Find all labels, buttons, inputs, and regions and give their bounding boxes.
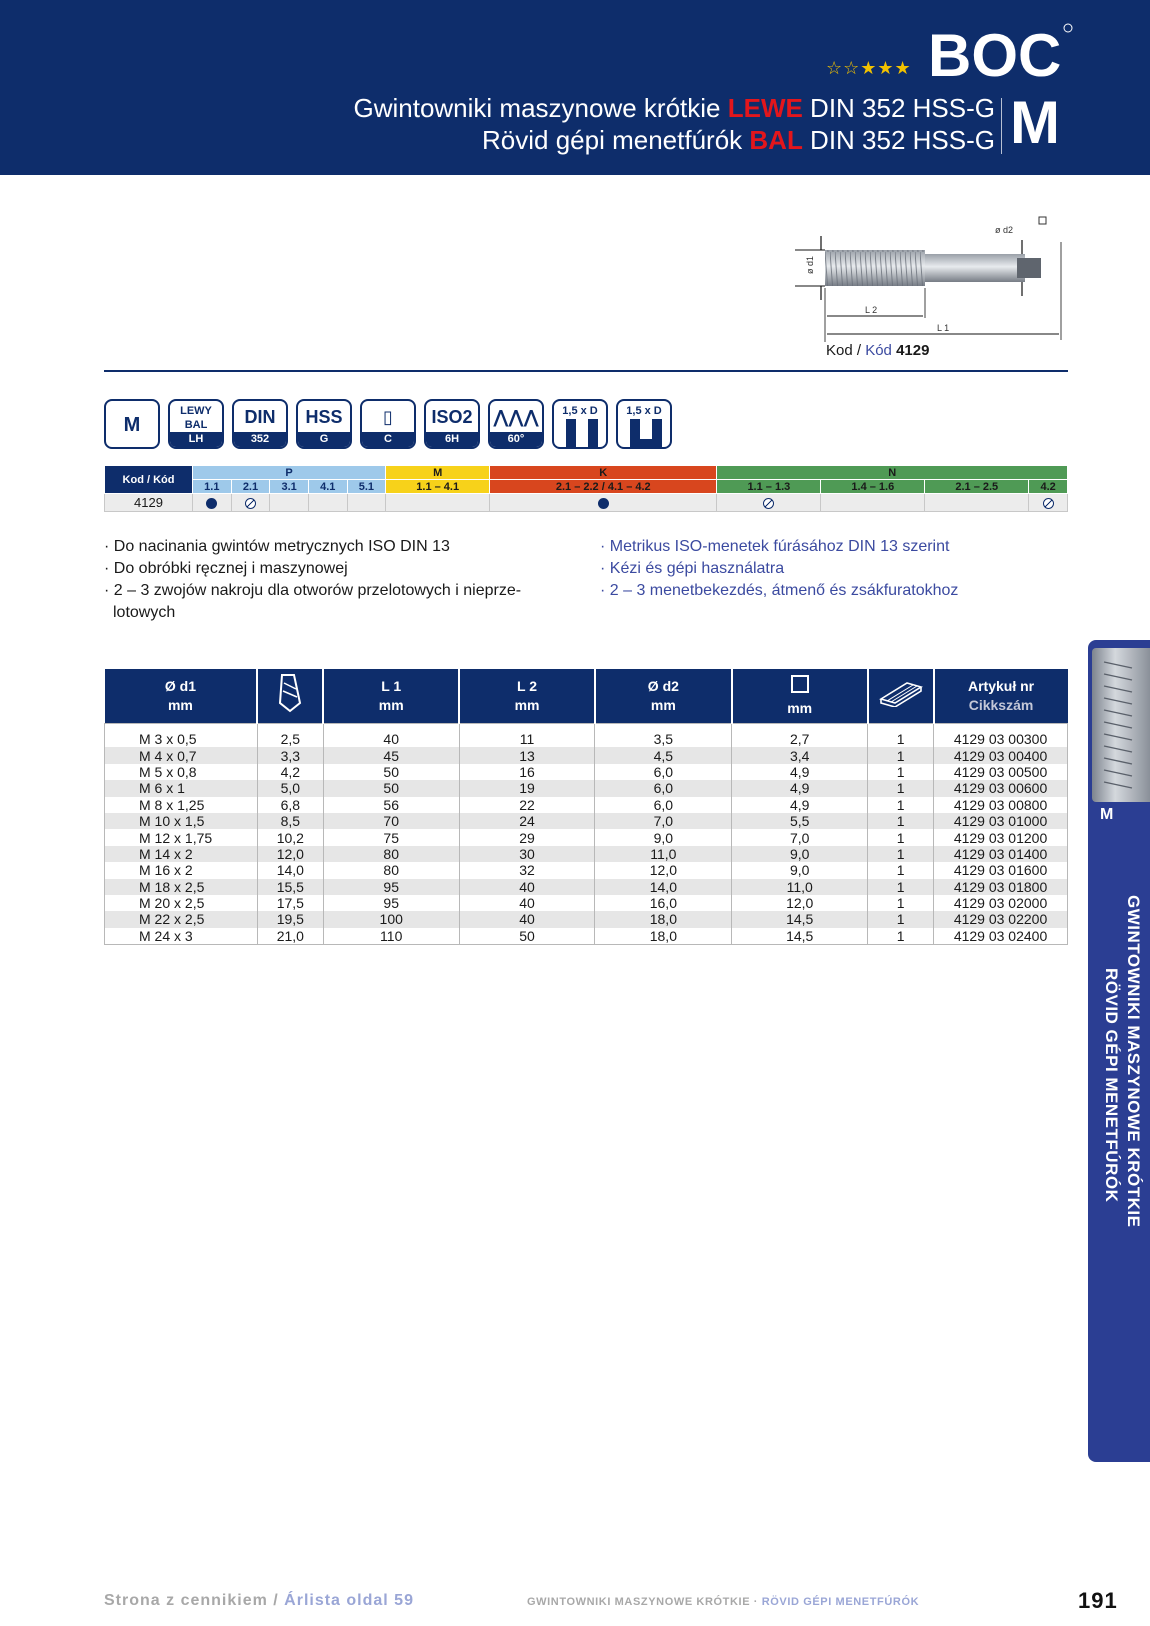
secondary-suitability-icon <box>245 498 256 509</box>
cell-l1: 40 <box>323 731 459 747</box>
cell-size: M 5 x 0,8 <box>105 764 258 780</box>
suitability-cell <box>386 494 490 512</box>
cell-size: M 20 x 2,5 <box>105 895 258 911</box>
list-item: · Kézi és gépi használatra <box>600 560 785 577</box>
spacer-cell <box>934 723 1068 731</box>
cell-qty: 1 <box>868 862 934 878</box>
material-col: 2.1 – 2.2 / 4.1 – 4.2 <box>490 480 717 494</box>
cell-sq: 3,4 <box>732 747 868 763</box>
section-letter: M <box>1010 89 1060 156</box>
suitability-cell <box>1029 494 1068 512</box>
cell-sq: 9,0 <box>732 846 868 862</box>
cell-qty: 1 <box>868 928 934 945</box>
material-kod-header: Kod / Kód <box>105 466 193 494</box>
cell-l1: 80 <box>323 846 459 862</box>
table-row <box>105 731 1068 747</box>
cell-size: M 18 x 2,5 <box>105 879 258 895</box>
col-d2: Ø d2 mm <box>595 669 732 723</box>
table-row <box>105 928 1068 945</box>
cell-drill: 15,5 <box>257 879 323 895</box>
side-tab-label-hungarian: RÖVID GÉPI MENETFÚRÓK <box>1102 968 1121 1203</box>
cell-size: M 6 x 1 <box>105 780 258 796</box>
material-row-kod: 4129 <box>105 494 193 512</box>
cell-drill: 6,8 <box>257 797 323 813</box>
cell-d2: 18,0 <box>595 928 732 945</box>
cell-sq: 7,0 <box>732 829 868 845</box>
cell-l2: 32 <box>459 862 595 878</box>
col-d1: Ø d1 mm <box>105 669 258 723</box>
suitability-cell <box>347 494 386 512</box>
thread-profile-icon: ⋀⋀⋀ <box>493 407 539 427</box>
drill-icon <box>276 673 304 713</box>
suitability-cell <box>308 494 347 512</box>
cell-art: 4129 03 01800 <box>934 879 1068 895</box>
tap-thumbnail-thread <box>1098 652 1138 798</box>
d1-label: ø d1 <box>805 255 815 274</box>
cell-l1: 100 <box>323 911 459 927</box>
side-tab-label-polish: GWINTOWNIKI MASZYNOWE KRÓTKIE <box>1124 895 1143 1228</box>
col-l1: L 1 mm <box>323 669 459 723</box>
cell-drill: 19,5 <box>257 911 323 927</box>
blind-hole-icon <box>630 419 662 449</box>
footer-price-reference: Strona z cennikiem / Árlista oldal 59 <box>104 1592 414 1609</box>
table-row <box>105 846 1068 862</box>
cell-d2: 16,0 <box>595 895 732 911</box>
material-table <box>104 465 1068 512</box>
spacer-cell <box>105 723 258 731</box>
cell-size: M 3 x 0,5 <box>105 731 258 747</box>
cell-qty: 1 <box>868 764 934 780</box>
cell-d2: 4,5 <box>595 747 732 763</box>
cell-l1: 80 <box>323 862 459 878</box>
material-col: 1.4 – 1.6 <box>821 480 925 494</box>
group-k: K <box>490 466 717 480</box>
title-polish: Gwintowniki maszynowe krótkie LEWE DIN 352 HSS-G <box>353 93 995 123</box>
table-row <box>105 764 1068 780</box>
cell-qty: 1 <box>868 813 934 829</box>
badge-thread-angle: ⋀⋀⋀ 60° <box>488 399 544 449</box>
product-table <box>104 669 1068 945</box>
spacer-cell <box>257 723 323 731</box>
title-hungarian: Rövid gépi menetfúrók BAL DIN 352 HSS-G <box>482 125 995 155</box>
cell-size: M 14 x 2 <box>105 846 258 862</box>
secondary-suitability-icon <box>763 498 774 509</box>
star-hollow-icon: ☆☆ <box>826 58 861 78</box>
cell-sq: 9,0 <box>732 862 868 878</box>
boc-logo <box>928 22 1073 84</box>
cell-d2: 6,0 <box>595 797 732 813</box>
suitability-cell <box>270 494 309 512</box>
l2-label: L 2 <box>865 305 878 315</box>
cell-drill: 21,0 <box>257 928 323 945</box>
material-col: 2.1 <box>231 480 270 494</box>
cell-sq: 2,7 <box>732 731 868 747</box>
cell-l2: 40 <box>459 895 595 911</box>
logo-text: BOC <box>928 22 1062 84</box>
badge-form-c: ▯ C <box>360 399 416 449</box>
cell-qty: 1 <box>868 780 934 796</box>
cell-l1: 95 <box>323 895 459 911</box>
cell-size: M 16 x 2 <box>105 862 258 878</box>
cell-qty: 1 <box>868 911 934 927</box>
cell-art: 4129 03 01400 <box>934 846 1068 862</box>
cell-l2: 11 <box>459 731 595 747</box>
table-row <box>105 780 1068 796</box>
badge-hss: HSS G <box>296 399 352 449</box>
cell-qty: 1 <box>868 895 934 911</box>
spacer-cell <box>868 723 934 731</box>
cell-size: M 4 x 0,7 <box>105 747 258 763</box>
suitability-cell <box>193 494 232 512</box>
l1-label: L 1 <box>937 323 950 333</box>
spacer-cell <box>323 723 459 731</box>
page-header <box>0 0 1150 175</box>
tap-diagram <box>795 212 1075 342</box>
table-spacer <box>105 723 1068 731</box>
cell-drill: 5,0 <box>257 780 323 796</box>
cell-art: 4129 03 00500 <box>934 764 1068 780</box>
material-col: 4.2 <box>1029 480 1068 494</box>
cell-art: 4129 03 01000 <box>934 813 1068 829</box>
cell-l1: 75 <box>323 829 459 845</box>
section-rule <box>104 370 1068 372</box>
table-row <box>105 747 1068 763</box>
table-row <box>105 879 1068 895</box>
product-rows <box>105 723 1068 944</box>
cell-drill: 14,0 <box>257 862 323 878</box>
cell-art: 4129 03 00600 <box>934 780 1068 796</box>
through-hole-icon <box>566 419 598 449</box>
cell-sq: 4,9 <box>732 780 868 796</box>
cell-l1: 50 <box>323 764 459 780</box>
group-n: N <box>717 466 1068 480</box>
suitability-cell <box>231 494 270 512</box>
cell-art: 4129 03 00800 <box>934 797 1068 813</box>
cell-sq: 4,9 <box>732 764 868 780</box>
cell-art: 4129 03 02000 <box>934 895 1068 911</box>
col-square: mm <box>732 669 868 723</box>
list-item: lotowych <box>113 604 176 621</box>
star-full-icon: ★★★ <box>860 58 912 78</box>
cell-d2: 11,0 <box>595 846 732 862</box>
spacer-cell <box>595 723 732 731</box>
list-item: · Metrikus ISO-menetek fúrásához DIN 13 szerint <box>600 538 950 555</box>
col-l2: L 2 mm <box>459 669 595 723</box>
page-title <box>353 92 995 156</box>
cell-sq: 12,0 <box>732 895 868 911</box>
cell-qty: 1 <box>868 797 934 813</box>
rating-stars <box>826 58 912 79</box>
cell-sq: 14,5 <box>732 928 868 945</box>
table-row <box>105 829 1068 845</box>
cell-d2: 6,0 <box>595 780 732 796</box>
cell-l2: 30 <box>459 846 595 862</box>
square-icon <box>1039 217 1046 224</box>
suitability-cell <box>821 494 925 512</box>
badge-left-hand: LEWY BAL LH <box>168 399 224 449</box>
tap-body <box>825 250 1041 286</box>
cell-drill: 4,2 <box>257 764 323 780</box>
cell-sq: 4,9 <box>732 797 868 813</box>
cell-l2: 50 <box>459 928 595 945</box>
cell-d2: 7,0 <box>595 813 732 829</box>
table-row <box>105 862 1068 878</box>
badge-iso2: ISO2 6H <box>424 399 480 449</box>
cell-art: 4129 03 02200 <box>934 911 1068 927</box>
material-col: 1.1 – 1.3 <box>717 480 821 494</box>
table-row <box>105 911 1068 927</box>
list-item: · Do nacinania gwintów metrycznych ISO DIN 13 <box>104 538 450 555</box>
spacer-cell <box>459 723 595 731</box>
cell-l1: 50 <box>323 780 459 796</box>
cell-size: M 8 x 1,25 <box>105 797 258 813</box>
cell-d2: 6,0 <box>595 764 732 780</box>
badge-metric: M <box>104 399 160 449</box>
badge-through-hole: 1,5 x D <box>552 399 608 449</box>
cell-l1: 95 <box>323 879 459 895</box>
primary-suitability-icon <box>598 498 609 509</box>
cell-art: 4129 03 00300 <box>934 731 1068 747</box>
material-col: 4.1 <box>308 480 347 494</box>
cell-drill: 8,5 <box>257 813 323 829</box>
cell-l2: 40 <box>459 911 595 927</box>
col-drill <box>257 669 323 723</box>
cell-l2: 19 <box>459 780 595 796</box>
cell-l2: 40 <box>459 879 595 895</box>
square-icon <box>790 674 810 694</box>
features-polish <box>104 536 574 624</box>
list-item: · 2 – 3 menetbekezdés, átmenő és zsákfuratokhoz <box>600 582 959 599</box>
cell-drill: 10,2 <box>257 829 323 845</box>
cell-l1: 45 <box>323 747 459 763</box>
cell-size: M 12 x 1,75 <box>105 829 258 845</box>
cell-l2: 22 <box>459 797 595 813</box>
cell-l1: 56 <box>323 797 459 813</box>
col-article: Artykuł nr Cikkszám <box>934 669 1068 723</box>
suitability-cell <box>490 494 717 512</box>
suitability-cell <box>925 494 1029 512</box>
badge-din: DIN 352 <box>232 399 288 449</box>
spacer-cell <box>732 723 868 731</box>
cell-l2: 13 <box>459 747 595 763</box>
cell-l2: 24 <box>459 813 595 829</box>
cell-l1: 70 <box>323 813 459 829</box>
cell-l2: 16 <box>459 764 595 780</box>
cell-qty: 1 <box>868 846 934 862</box>
material-col: 5.1 <box>347 480 386 494</box>
material-col: 2.1 – 2.5 <box>925 480 1029 494</box>
side-tab-letter: M <box>1100 806 1114 823</box>
table-row <box>105 813 1068 829</box>
badge-blind-hole: 1,5 x D <box>616 399 672 449</box>
cell-drill: 2,5 <box>257 731 323 747</box>
primary-suitability-icon <box>206 498 217 509</box>
cell-d2: 12,0 <box>595 862 732 878</box>
cell-d2: 18,0 <box>595 911 732 927</box>
list-item: · 2 – 3 zwojów nakroju dla otworów przelotowych i nieprze- <box>104 582 522 599</box>
group-p: P <box>193 466 386 480</box>
cell-drill: 12,0 <box>257 846 323 862</box>
table-row <box>105 895 1068 911</box>
material-col: 1.1 – 4.1 <box>386 480 490 494</box>
list-item: · Do obróbki ręcznej i maszynowej <box>104 560 348 577</box>
features-hungarian <box>600 536 1060 602</box>
cell-qty: 1 <box>868 747 934 763</box>
table-row <box>105 797 1068 813</box>
cell-size: M 22 x 2,5 <box>105 911 258 927</box>
cell-drill: 17,5 <box>257 895 323 911</box>
cell-sq: 11,0 <box>732 879 868 895</box>
cell-l2: 29 <box>459 829 595 845</box>
cell-qty: 1 <box>868 879 934 895</box>
kod-caption: Kod / Kód 4129 <box>826 342 930 359</box>
material-col: 3.1 <box>270 480 309 494</box>
cell-art: 4129 03 01600 <box>934 862 1068 878</box>
cell-qty: 1 <box>868 829 934 845</box>
page-number: 191 <box>1078 1588 1118 1613</box>
secondary-suitability-icon <box>1043 498 1054 509</box>
footer-section-name: GWINTOWNIKI MASZYNOWE KRÓTKIE · RÖVID GÉPI MENETFÚRÓK <box>527 1596 920 1608</box>
suitability-cell <box>717 494 821 512</box>
material-col: 1.1 <box>193 480 232 494</box>
title-divider <box>1001 98 1002 154</box>
cell-d2: 3,5 <box>595 731 732 747</box>
cell-l1: 110 <box>323 928 459 945</box>
col-qty <box>868 669 934 723</box>
cell-art: 4129 03 01200 <box>934 829 1068 845</box>
package-icon <box>877 679 925 707</box>
cell-sq: 5,5 <box>732 813 868 829</box>
cell-size: M 24 x 3 <box>105 928 258 945</box>
cell-art: 4129 03 02400 <box>934 928 1068 945</box>
d2-label: ø d2 <box>995 225 1014 235</box>
cell-art: 4129 03 00400 <box>934 747 1068 763</box>
tap-form-icon: ▯ <box>383 407 393 427</box>
group-m: M <box>386 466 490 480</box>
cell-d2: 14,0 <box>595 879 732 895</box>
cell-size: M 10 x 1,5 <box>105 813 258 829</box>
cell-qty: 1 <box>868 731 934 747</box>
cell-d2: 9,0 <box>595 829 732 845</box>
cell-sq: 14,5 <box>732 911 868 927</box>
cell-drill: 3,3 <box>257 747 323 763</box>
